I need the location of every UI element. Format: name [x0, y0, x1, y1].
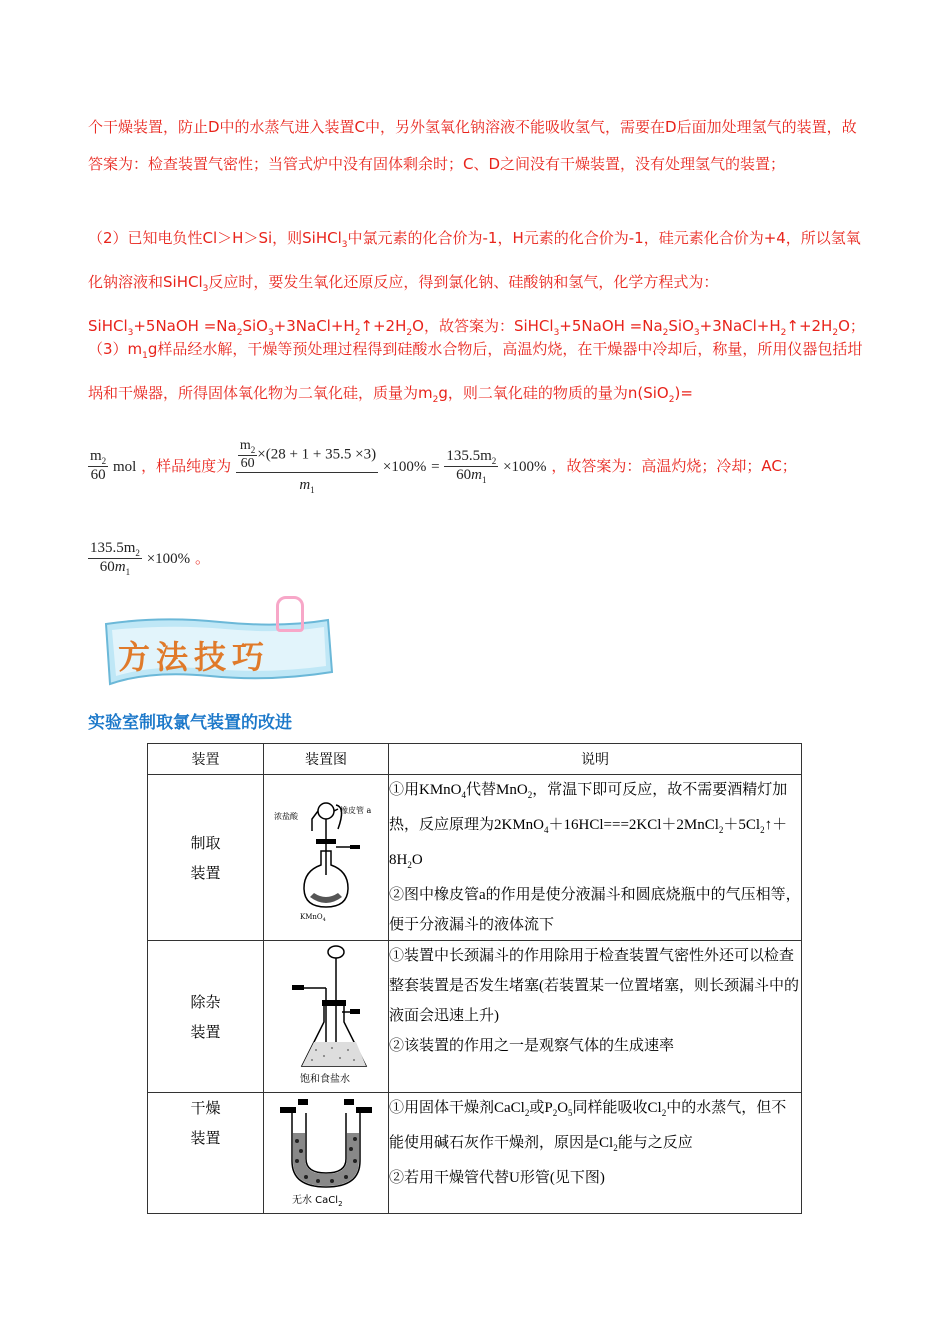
row2-name: 除杂 装置: [148, 941, 264, 1093]
times-100-a: ×100%: [382, 458, 427, 475]
answer-paragraph-3: [88, 331, 868, 419]
generator-diagram: [264, 775, 389, 941]
p2-text-c: 反应时，要发生氧化还原反应，得到氯化钠、硅酸钠和氢气，化学方程式为：: [208, 273, 719, 291]
answer-text-1: 个干燥装置，防止D中的水蒸气进入装置C中，另外氢氧化钠溶液不能吸收氢气，需要在D后面加处理氢气的装置，故答案为：检查装置气密性；当管式炉中没有固体剩余时；C、D之间没有干燥装置，没有处理氢气的装置；: [88, 118, 857, 173]
u-tube-icon: [266, 1093, 386, 1208]
result-fraction-2: $\frac{135.5m_2}{60m_1}$: [90, 540, 140, 577]
flask-funnel-icon: [266, 785, 386, 925]
times-100-c: ×100%: [146, 551, 191, 567]
formula-line-2: [88, 540, 210, 577]
section-heading: 实验室制取氯气装置的改进: [88, 713, 292, 733]
svg-text:无水 CaCl2: 无水 CaCl$_2$: [292, 1195, 343, 1208]
equation-2: SiHCl$_3$+5NaOH $=Na_2SiO_3+3NaCl+H_2↑+2H_2O$: [513, 317, 850, 338]
purity-fraction: $\frac{m_2}{60}$ ×(28 + 1 + 35.5 ×3) $m_1$: [236, 438, 378, 495]
p2-sub-a: 3: [341, 240, 348, 250]
header-explanation: 说明: [389, 744, 802, 775]
row1-name: 制取 装置: [148, 775, 264, 941]
p2-mid: ，故答案为：: [423, 317, 514, 335]
svg-text:KMnO4: KMnO$_4$: [300, 913, 326, 923]
p3-text-d: )=: [674, 384, 693, 402]
row2-point-2: ②该装置的作用之一是观察气体的生成速率: [389, 1038, 675, 1054]
method-tips-badge: [100, 602, 336, 690]
row1-point-2: ②图中橡皮管a的作用是使分液漏斗和圆底烧瓶中的气压相等，便于分液漏斗的液体流下: [389, 887, 801, 933]
p2-sub-b: 3: [202, 284, 209, 294]
row3-name: 干燥 装置: [148, 1093, 264, 1214]
p3-text-c: g，则二氧化硅的物质的量为n(SiO: [438, 384, 669, 402]
answer-paragraph-1: [88, 109, 868, 183]
mol-unit: mol: [112, 458, 137, 475]
row2-desc: [389, 941, 802, 1093]
p3-text-b: g样品经水解，干燥等预处理过程得到硅酸水合物后，高温灼烧，在干燥器中冷却后，称量，所用仪器包括坩埚和干燥器，所得固体氧化物为二氧化硅，质量为m: [88, 340, 863, 402]
svg-text:浓盐酸: 浓盐酸: [274, 812, 298, 821]
p3-sub-a: 1: [142, 351, 148, 361]
table-row: [148, 941, 802, 1093]
equation-1: SiHCl$_3$+5NaOH $=Na_2SiO_3+3NaCl+H_2↑+2H_2O$: [88, 317, 424, 338]
row1-desc: [389, 775, 802, 941]
svg-text:橡皮管 a: 橡皮管 a: [340, 806, 372, 815]
p2-end: ；: [849, 317, 865, 335]
p3-text-a: （3）m: [88, 340, 143, 358]
table-row: [148, 775, 802, 941]
p3-sub-b: 2: [432, 395, 439, 405]
equals-sign: =: [431, 458, 440, 475]
header-device: 装置: [148, 744, 264, 775]
clip-icon: [276, 596, 304, 632]
conical-flask-icon: [266, 942, 386, 1087]
table-header-row: [148, 744, 802, 775]
p3-sub-c: 2: [668, 395, 675, 405]
result-fraction: $\frac{135.5m_2}{60m_1}$: [446, 447, 497, 485]
svg-text:饱和食盐水: 饱和食盐水: [300, 1073, 350, 1085]
badge-text: 方法技巧: [118, 638, 271, 676]
table-row: [148, 1093, 802, 1214]
p2-text-b: 中氯元素的化合价为-1，H元素的化合价为-1，硅元素化合价为+4，所以氢氧化钠溶液和SiHCl: [88, 229, 861, 291]
dryer-diagram: [264, 1093, 389, 1214]
fraction-m2-over-60: $\frac{m_2}{60}$: [90, 448, 107, 484]
p2-text-a: （2）已知电负性Cl＞H＞Si，则SiHCl: [88, 229, 342, 247]
row3-point-2: ②若用干燥管代替U形管(见下图): [389, 1170, 605, 1186]
times-100-b: ×100%: [503, 458, 547, 475]
washer-diagram: [264, 941, 389, 1093]
answer-summary: ，故答案为：高温灼烧；冷却；AC；: [551, 456, 797, 475]
row3-desc: [389, 1093, 802, 1214]
header-diagram: 装置图: [264, 744, 389, 775]
period: 。: [194, 549, 210, 567]
formula-line-1: [88, 438, 797, 495]
purity-label: ，样品纯度为: [141, 456, 232, 475]
row2-point-1: ①装置中长颈漏斗的作用除用于检查装置气密性外还可以检查整套装置是否发生堵塞(若装置某一位置堵塞，则长颈漏斗中的液面会迅速上升): [389, 948, 799, 1024]
row1-point-1: ①用KMnO$_4$代替MnO$_2$，常温下即可反应，故不需要酒精灯加热，反应原理为$2KMnO_4+16HCl===2KCl+2MnCl_2+5Cl_2↑+8H_2O$: [389, 782, 788, 870]
improvement-table: [147, 743, 802, 1214]
row3-point-1: ①用固体干燥剂CaCl$_2$或$P_2O_5$同样能吸收$Cl_2$中的水蒸气，但不能使用碱石灰作干燥剂，原因是$Cl_2$能与之反应: [389, 1100, 787, 1153]
